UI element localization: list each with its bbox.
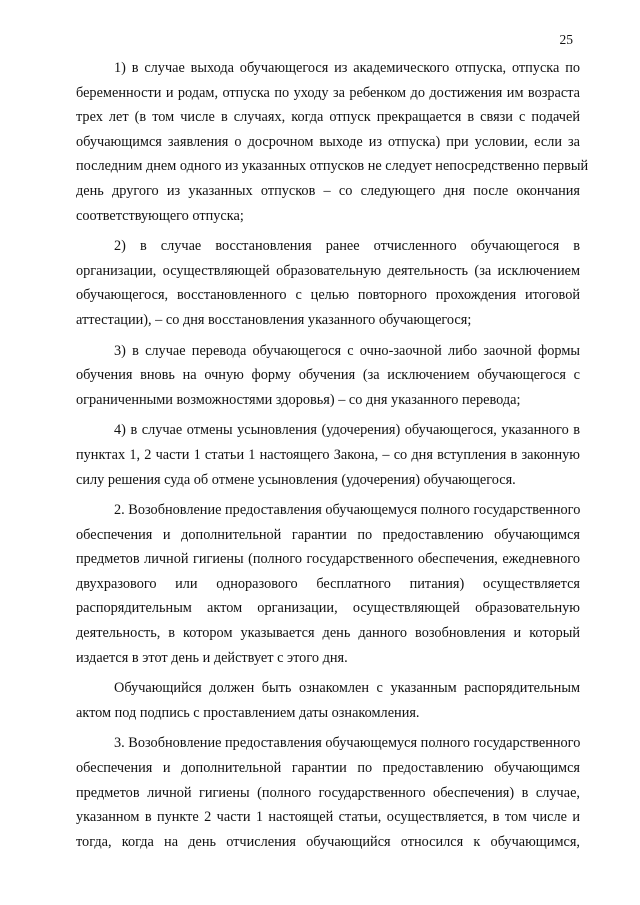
text-line: пунктах 1, 2 части 1 статьи 1 настоящего Закона, – со дня вступления в законную bbox=[76, 446, 580, 463]
text-line: тогда, когда на день отчисления обучающийся относился к обучающимся, bbox=[76, 833, 580, 850]
text-line: 2. Возобновление предоставления обучающемуся полного государственного bbox=[114, 502, 581, 519]
paragraph bbox=[76, 676, 580, 725]
text-line: 1) в случае выхода обучающегося из академического отпуска, отпуска по bbox=[114, 60, 580, 76]
paragraph bbox=[76, 498, 580, 670]
text-line: обеспечения и дополнительной гарантии по предоставлению обучающимся bbox=[76, 526, 580, 543]
text-line: распорядительным актом организации, осуществляющей образовательную bbox=[76, 600, 580, 617]
text-line: ограниченными возможностями здоровья) – со дня указанного перевода; bbox=[76, 391, 521, 408]
text-line: 2) в случае восстановления ранее отчисленного обучающегося в bbox=[114, 238, 580, 255]
text-line: соответствующего отпуска; bbox=[76, 207, 244, 224]
text-line: трех лет (в том числе в случаях, когда отпуск прекращается в связи с подачей bbox=[76, 109, 580, 126]
text-line: обучающегося, восстановленного с целью повторного прохождения итоговой bbox=[76, 287, 580, 304]
text-line: Обучающийся должен быть ознакомлен с указанным распорядительным bbox=[114, 680, 580, 697]
text-line: указанном в пункте 2 части 1 настоящей статьи, осуществляется, в том числе и bbox=[76, 809, 580, 826]
text-line: обучения вновь на очную форму обучения (за исключением обучающегося с bbox=[76, 367, 580, 384]
document-body bbox=[76, 56, 589, 860]
text-line: 3. Возобновление предоставления обучающемуся полного государственного bbox=[114, 735, 581, 752]
text-line: издается в этот день и действует с этого дня. bbox=[76, 649, 348, 666]
text-line: аттестации), – со дня восстановления указанного обучающегося; bbox=[76, 311, 472, 328]
text-line: деятельность, в котором указывается день данного возобновления и который bbox=[76, 625, 580, 642]
text-line: организации, осуществляющей образовательную деятельность (за исключением bbox=[76, 262, 580, 279]
text-line: день другого из указанных отпусков – со следующего дня после окончания bbox=[76, 182, 580, 199]
text-line: предметов личной гигиены (полного государственного обеспечения, ежедневного bbox=[76, 551, 580, 568]
paragraph bbox=[76, 339, 580, 413]
text-line: двухразового или одноразового бесплатного питания) осуществляется bbox=[76, 575, 580, 592]
text-line: 3) в случае перевода обучающегося с очно-заочной либо заочной формы bbox=[114, 342, 580, 359]
paragraph bbox=[76, 731, 580, 854]
text-line: 4) в случае отмены усыновления (удочерения) обучающегося, указанного в bbox=[114, 422, 580, 439]
text-line: обеспечения и дополнительной гарантии по предоставлению обучающимся bbox=[76, 760, 580, 777]
text-line: последним днем одного из указанных отпусков не следует непосредственно первый bbox=[76, 158, 589, 175]
paragraph bbox=[76, 234, 580, 332]
text-line: силу решения суда об отмене усыновления (удочерения) обучающегося. bbox=[76, 471, 516, 488]
text-line: предметов личной гигиены (полного государственного обеспечения) в случае, bbox=[76, 784, 580, 801]
paragraph bbox=[76, 418, 580, 492]
text-line: обучающимся заявления о досрочном выходе из отпуска) при условии, если за bbox=[76, 133, 580, 150]
text-line: актом под подпись с проставлением даты ознакомления. bbox=[76, 704, 420, 721]
page-number: 25 bbox=[559, 32, 573, 47]
paragraph bbox=[76, 56, 589, 228]
text-line: беременности и родам, отпуска по уходу за ребенком до достижения им возраста bbox=[76, 84, 580, 101]
